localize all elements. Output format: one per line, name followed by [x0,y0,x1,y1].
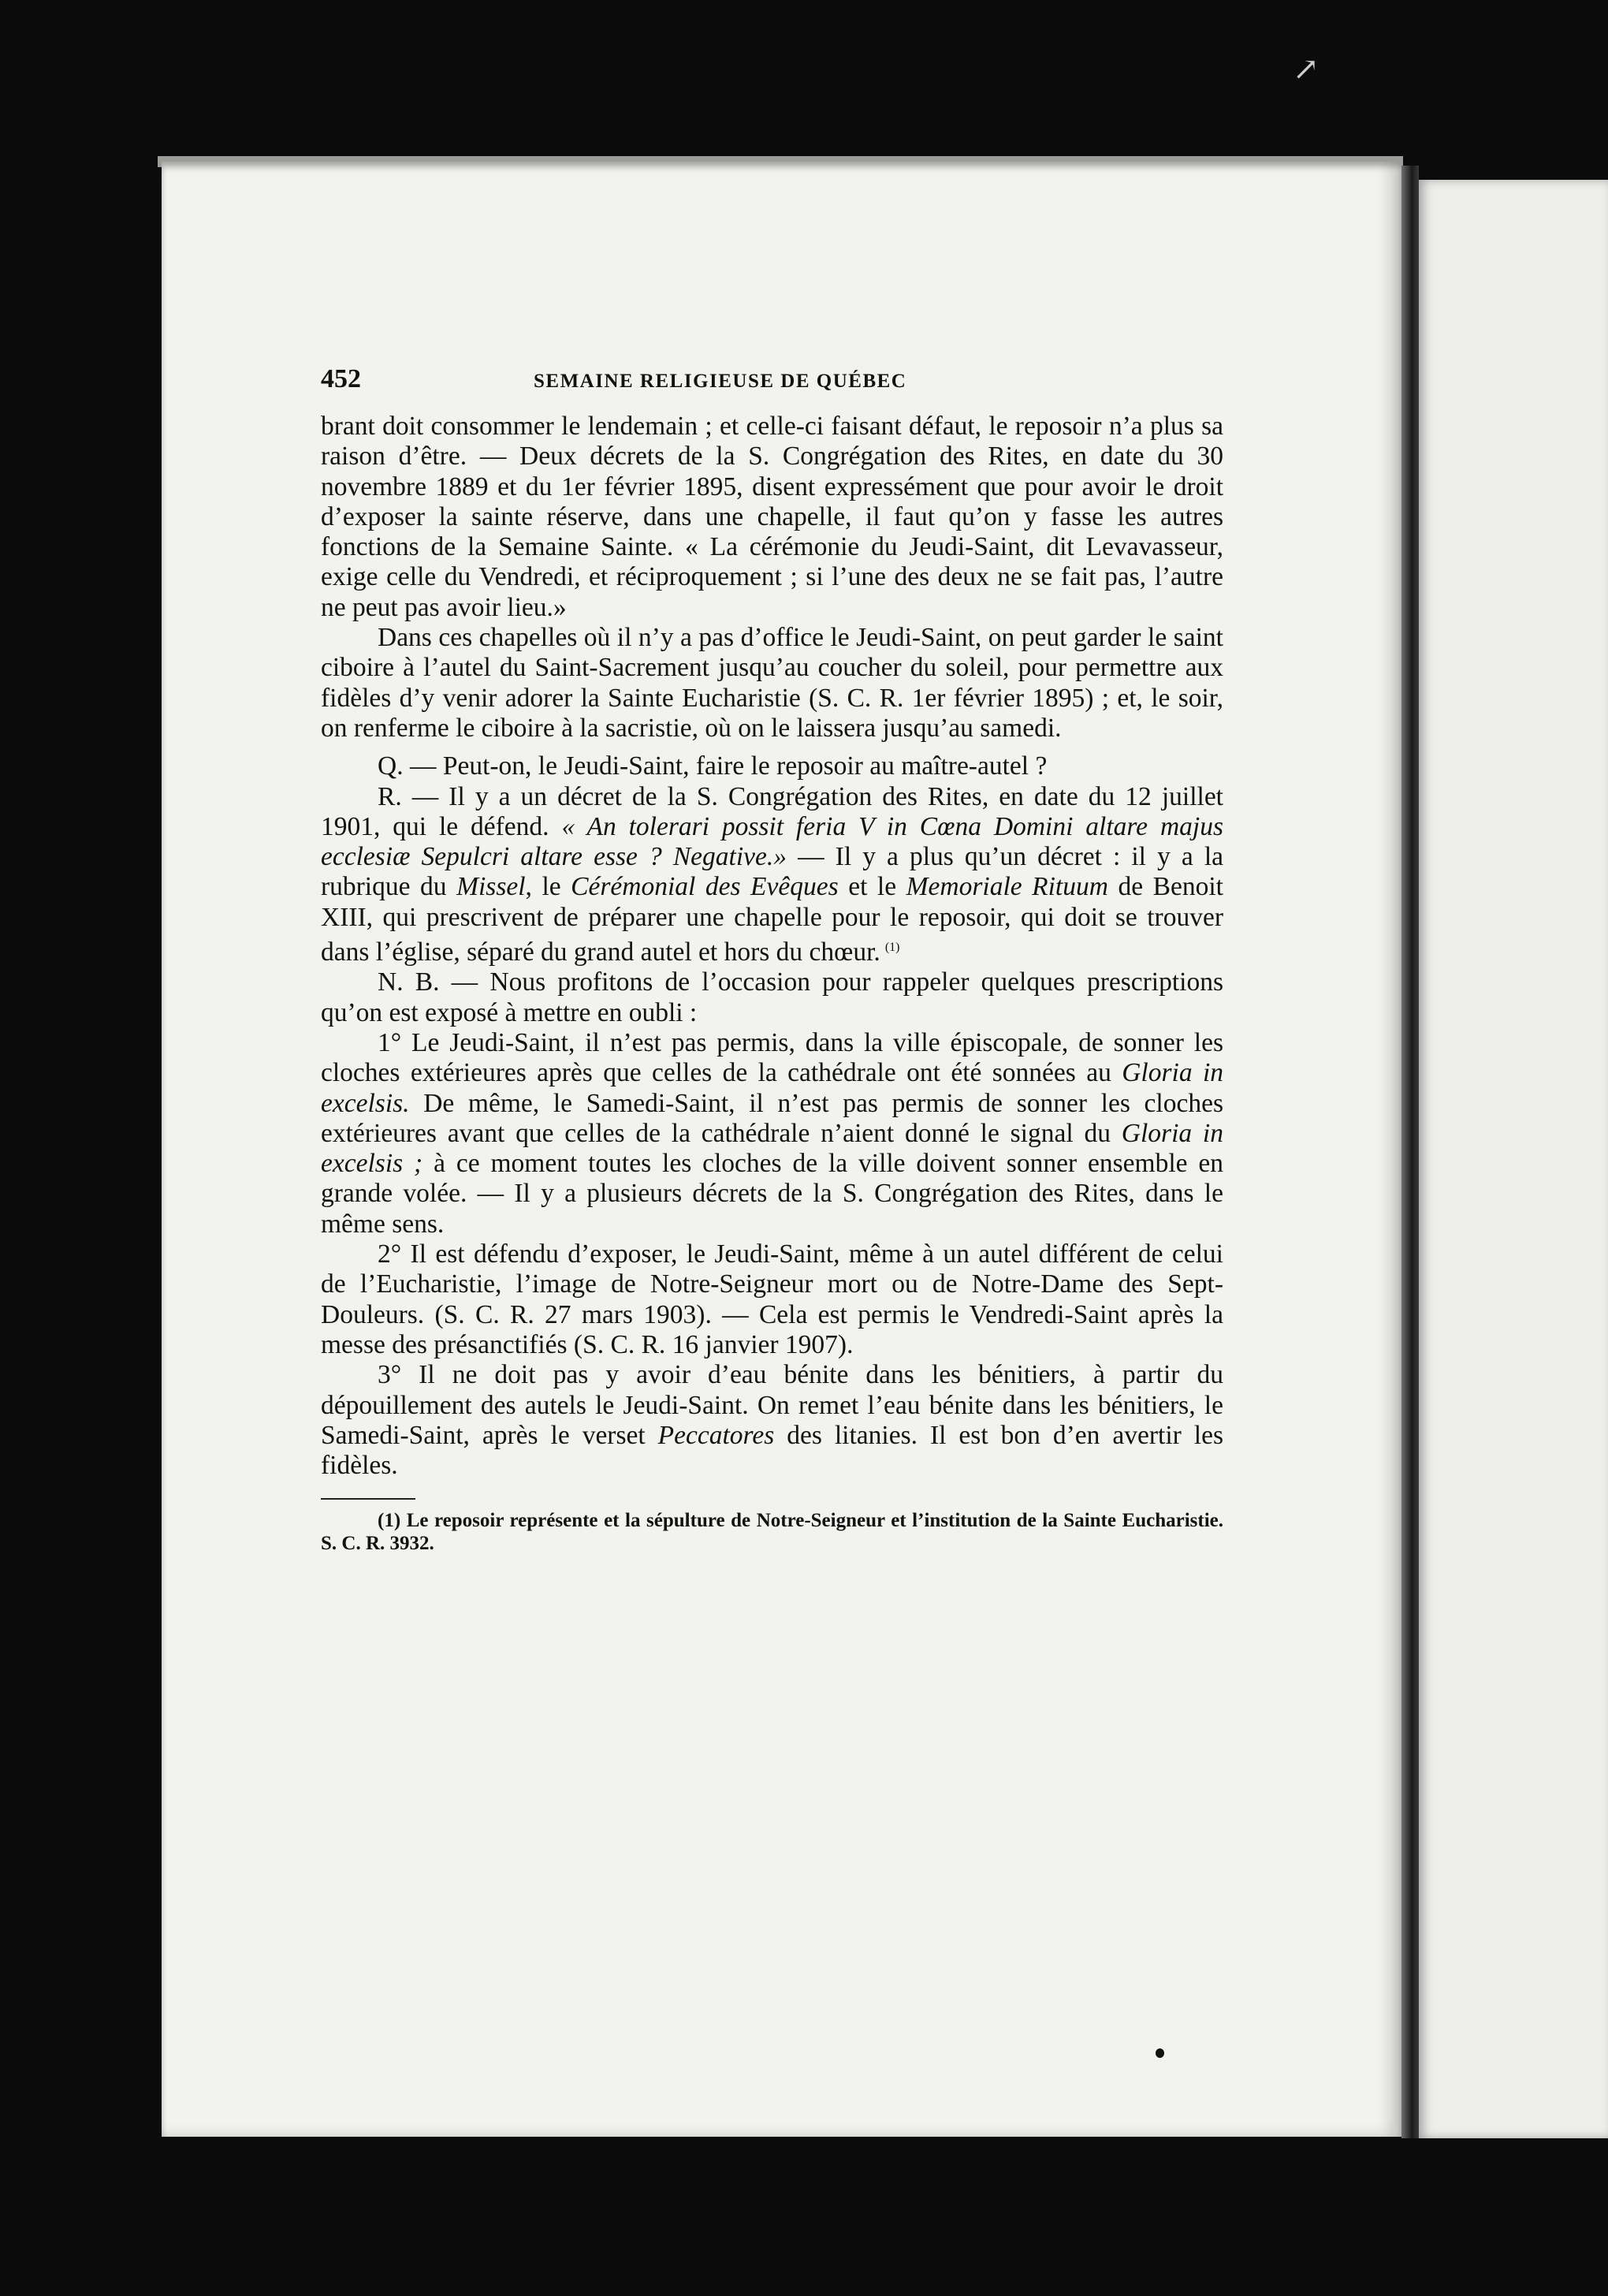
italic-text: Cérémonial des Evêques [571,872,839,902]
page-number: 452 [321,364,361,393]
ink-dot [1156,2048,1164,2058]
text-segment: R. — Il y a un décret de la S. Congrégation des Rites, en date du 12 juillet 1901, qui le défend. [321,781,1223,841]
body-paragraph [321,412,1223,623]
body-paragraph [321,751,1223,781]
body-paragraph [321,1239,1223,1360]
text-segment: des litanies. Il est bon d’en avertir les fidèles. [321,1420,1223,1481]
body-paragraph [321,967,1223,1028]
book-gutter [1401,166,1419,2138]
body-paragraph [321,1360,1223,1481]
italic-text: « An tolerari possit feria V in Cœna Domini altare majus ecclesiæ Sepulcri altare esse ? Negative.» [321,811,1223,872]
footnote-reference: (1) [884,941,900,955]
italic-text: Gloria in excelsis ; [321,1118,1223,1179]
italic-text: Missel [456,872,526,902]
body-paragraph [321,1028,1223,1239]
footnote: (1) Le reposoir représente et la sépulture de Notre-Seigneur et l’institution de la Sainte Eucharistie. S. C. R. 3932. [321,1510,1223,1555]
page-header [321,364,1223,412]
text-segment: N. B. — Nous profitons de l’occasion pour rappeler quelques prescriptions qu’on est exposé à mettre en oubli : [321,967,1223,1027]
text-segment: Q. — Peut-on, le Jeudi-Saint, faire le reposoir au maître-autel ? [378,751,1048,781]
running-title: SEMAINE RELIGIEUSE DE QUÉBEC [534,371,907,392]
page-content [321,364,1223,1555]
text-segment: de Benoit XIII, qui prescrivent de préparer une chapelle pour le reposoir, qui doit se trouver dans l’église, séparé du grand autel et hors du chœur. [321,872,1223,967]
text-segment: , le [525,872,571,902]
text-segment: 1° Le Jeudi-Saint, il n’est pas permis, dans la ville épiscopale, de sonner les cloches extérieures après que celles de la cathédrale ont été sonnées au [321,1027,1223,1088]
italic-text: Gloria in excelsis. [321,1058,1224,1118]
footnote-rule [321,1498,415,1500]
body-paragraph [321,623,1223,744]
text-segment: 3° Il ne doit pas y avoir d’eau bénite dans les bénitiers, à partir du dépouillement des autels le Jeudi-Saint. On remet l’eau bénite dans les bénitiers, le Samedi-Saint, après le verset [321,1360,1223,1450]
italic-text: Peccatores [657,1420,775,1450]
next-page-edge [1419,180,1608,2138]
body-text [321,412,1223,1481]
text-segment: et le [838,872,906,902]
text-segment: 2° Il est défendu d’exposer, le Jeudi-Saint, même à un autel différent de celui de l’Eucharistie, l’image de Notre-Seigneur mort ou de Notre-Dame des Sept-Douleurs. (S. C. R. 27 mars 1903). — Cela est permis le Vendredi-Saint après la messe des présanctifiés (S. C. R. 16 janvier 1907). [321,1239,1223,1359]
text-segment: Dans ces chapelles où il n’y a pas d’office le Jeudi-Saint, on peut garder le saint ciboire à l’autel du Saint-Sacrement jusqu’au coucher du soleil, pour permettre aux fidèles d’y venir adorer la Sainte Eucharistie (S. C. R. 1er février 1895) ; et, le soir, on renferme le ciboire à la sacristie, où on le laissera jusqu’au samedi. [321,623,1223,743]
body-paragraph [321,782,1223,968]
text-segment: — Il y a plus qu’un décret : il y a la rubrique du [321,842,1224,902]
text-segment: à ce moment toutes les cloches de la ville doivent sonner ensemble en grande volée. — Il y a plusieurs décrets de la S. Congrégation des Rites, dans le même sens. [321,1149,1223,1239]
italic-text: Memoriale Rituum [906,872,1108,902]
text-segment: brant doit consommer le lendemain ; et celle-ci faisant défaut, le reposoir n’a plus sa raison d’être. — Deux décrets de la S. Congrégation des Rites, en date du 30 novembre 1889 et du 1er février 1895, disent expressément que pour avoir le droit d’exposer la sainte réserve, dans une chapelle, il faut qu’on y fasse les autres fonctions de la Semaine Sainte. « La cérémonie du Jeudi-Saint, dit Levavasseur, exige celle du Vendredi, et réciproquement ; si l’une des deux ne se fait pas, l’autre ne peut pas avoir lieu.» [321,412,1223,622]
scan-mark-icon: ↗ [1293,51,1320,87]
text-segment: De même, le Samedi-Saint, il n’est pas permis de sonner les cloches extérieures avant que celles de la cathédrale n’aient donné le signal du [321,1088,1223,1148]
